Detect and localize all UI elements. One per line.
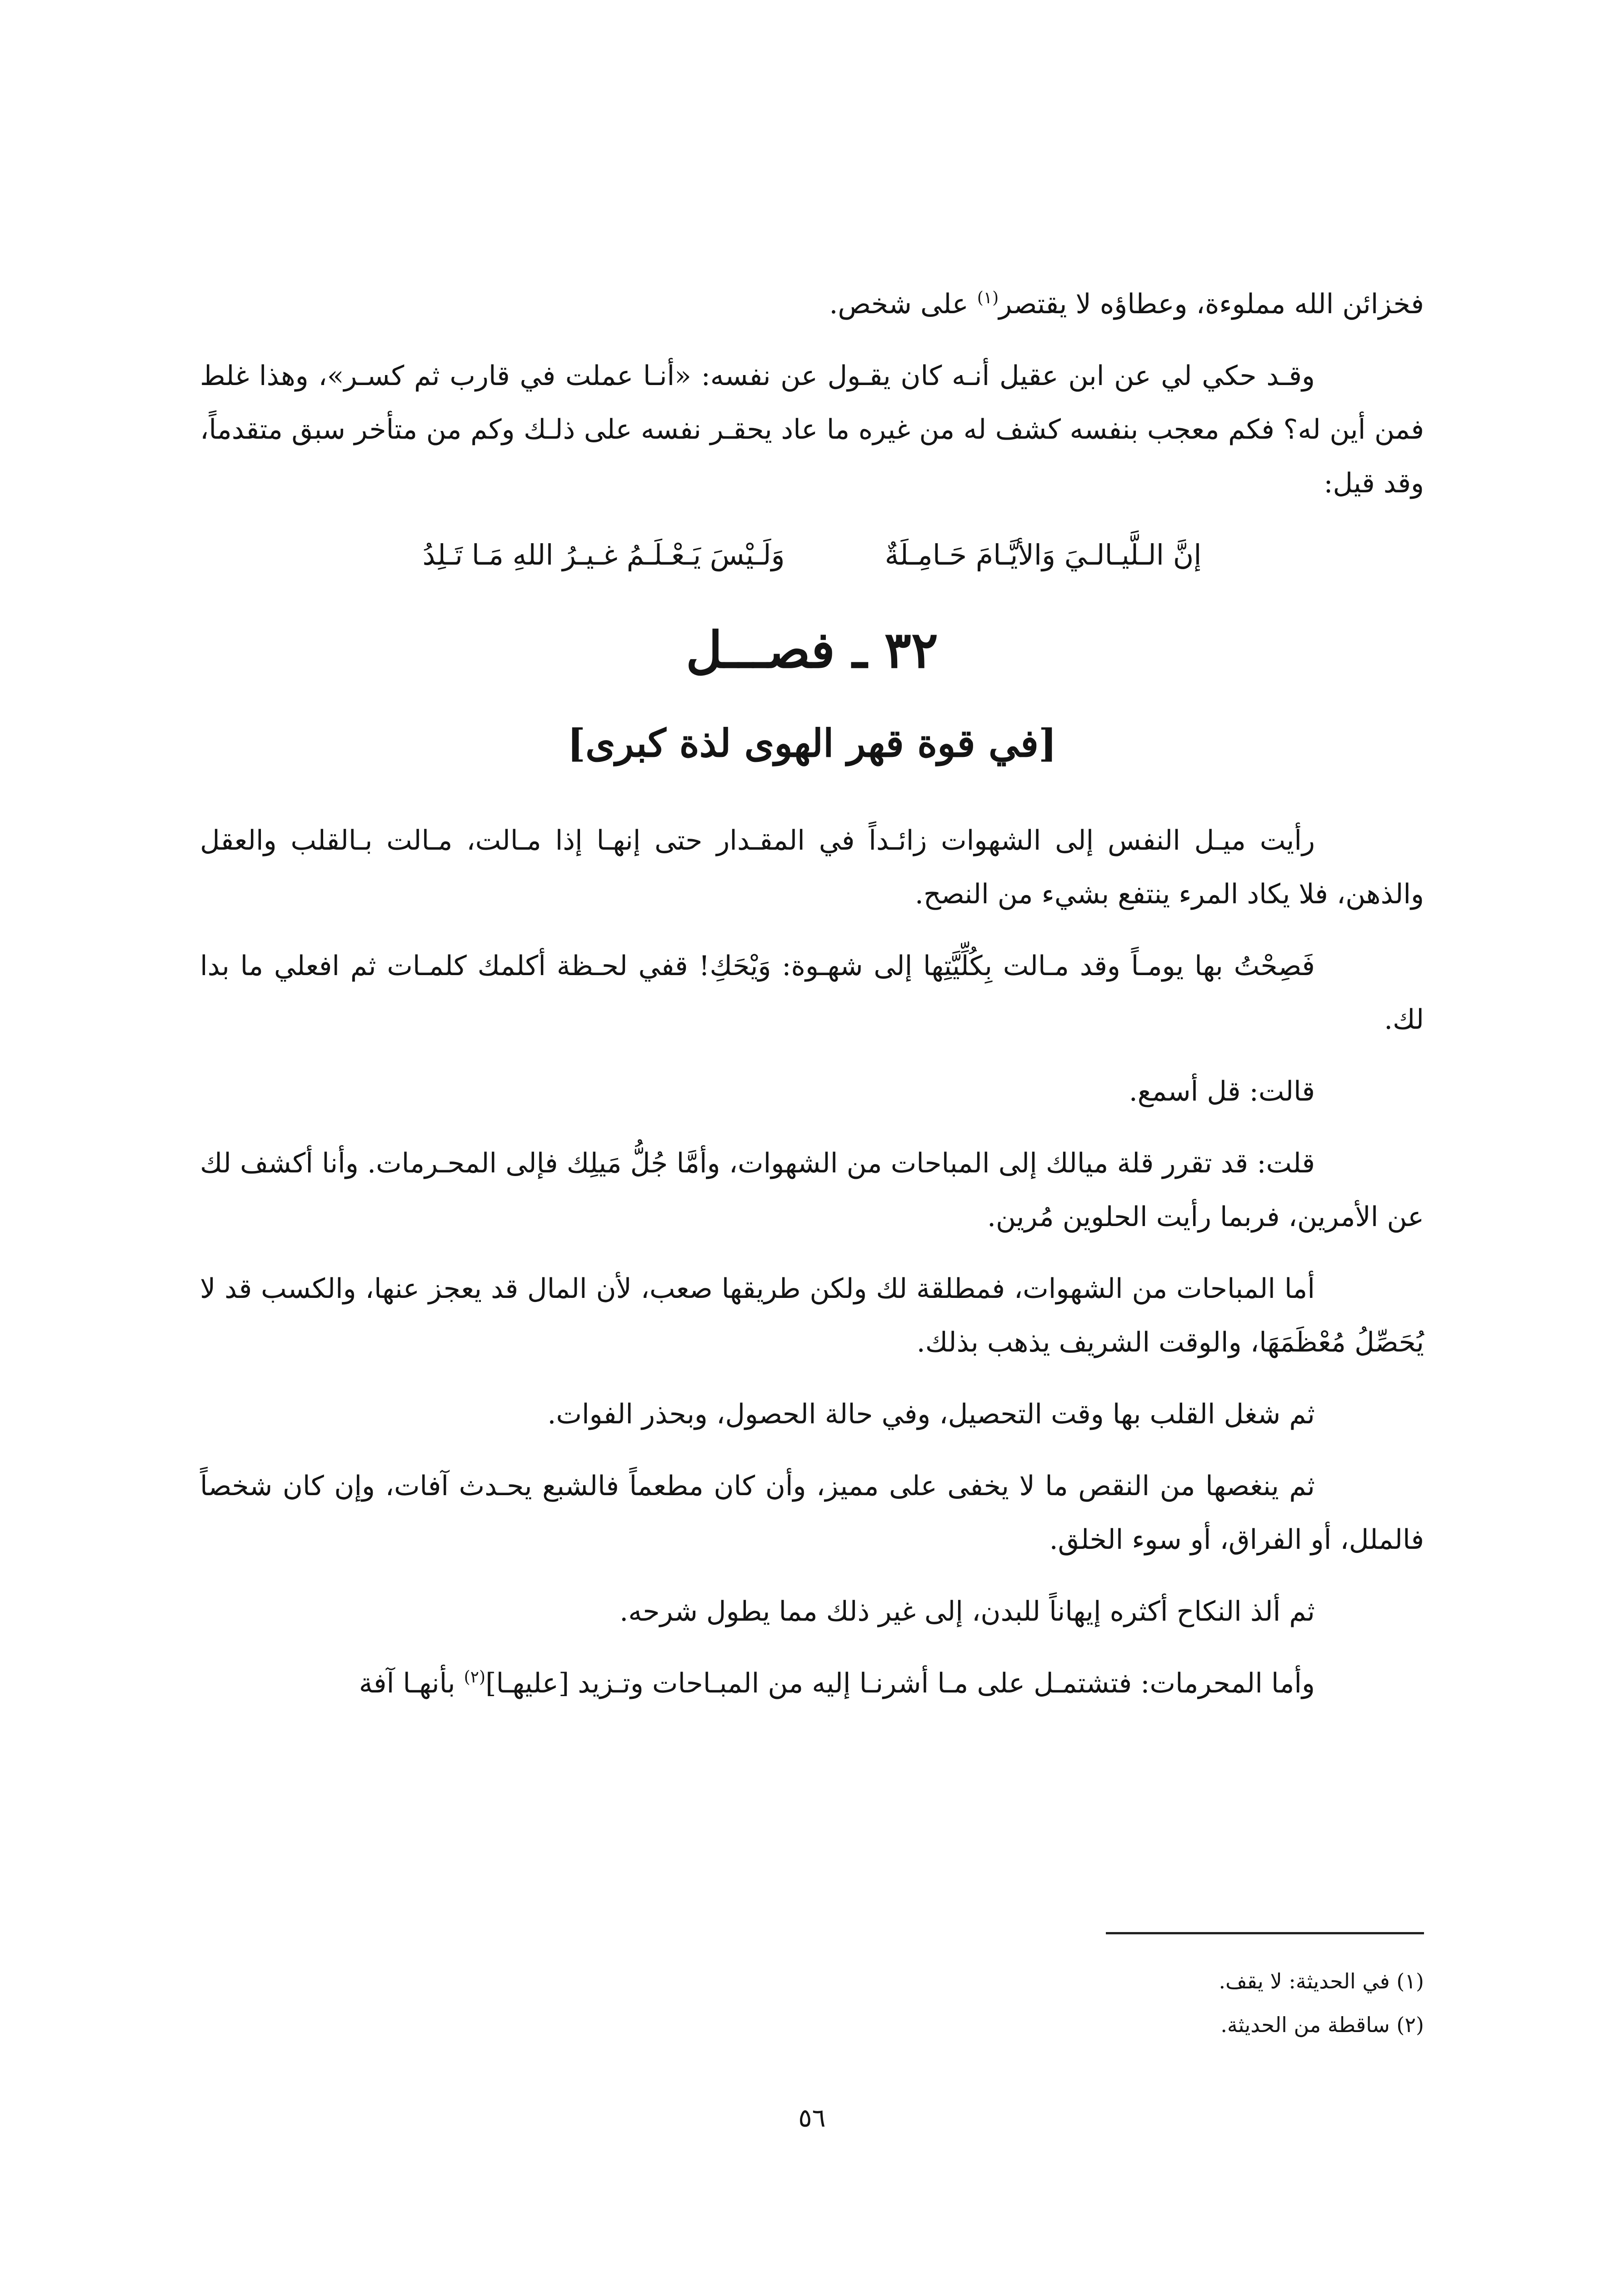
intro-paragraph-1-text: فخزائن الله مملوءة، وعطاؤه لا يقتصر [999, 288, 1424, 320]
section-heading: ٣٢ ـ فصـــل [686, 621, 938, 679]
intro-paragraph-1 [200, 277, 1424, 331]
body-paragraph-4: قلت: قد تقرر قلة ميالك إلى المباحات من الشهوات، وأمَّا جُلُّ مَيلِك فإلى المحـرمات. وأنا أكشف لك عن الأمرين، فربما رأيت الحلوين مُرين. [200, 1147, 1424, 1233]
footnote-1: (١) في الحديثة: لا يقف. [1219, 1969, 1424, 1993]
text-column [200, 277, 1424, 1728]
body-paragraph-9 [200, 1657, 1424, 1710]
footnotes [697, 1959, 1424, 2047]
body-paragraph-8: ثم ألذ النكاح أكثره إيهاناً للبدن، إلى غير ذلك مما يطول شرحه. [620, 1596, 1315, 1627]
body-paragraph-6: ثم شغل القلب بها وقت التحصيل، وفي حالة الحصول، وبحذر الفوات. [547, 1398, 1315, 1430]
verse-second-hemistich: وَلَـيْسَ يَـعْـلَـمُ غـيـرُ اللهِ مَـا تَـلِدُ [422, 538, 785, 571]
body-paragraph-3: قالت: قل أسمع. [1129, 1076, 1315, 1107]
body-paragraph-2: فَصِحْتُ بها يومـاً وقد مـالت بِكُلِّيَّتِها إلى شهـوة: وَيْحَكِ! قفي لحـظة أكلمك كلمـات ثم افعلي ما بدا لك. [200, 950, 1424, 1036]
page-number: ٥٦ [798, 2103, 826, 2133]
intro-paragraph-1-tail: على شخص. [829, 288, 977, 320]
body-paragraph-7: ثم ينغصها من النقص ما لا يخفى على مميز، وأن كان مطعماً فالشبع يحـدث آفات، وإن كان شخصاً فالملل، أو الفراق، أو سوء الخلق. [200, 1470, 1424, 1556]
verse-first-hemistich: إنَّ الـلَّيـالـيَ وَالأيَّـامَ حَـامِـلَةٌ [884, 538, 1202, 571]
body-paragraph-1: رأيت ميـل النفس إلى الشهوات زائـداً في المقـدار حتى إنهـا إذا مـالت، مـالت بـالقلب والعقل والذهن، فلا يكاد المرء ينتفع بشيء من النصح. [200, 825, 1424, 910]
body-paragraph-5: أما المباحات من الشهوات، فمطلقة لك ولكن طريقها صعب، لأن المال قد يعجز عنها، والكسب قد لا يُحَصِّلُ مُعْظَمَهَا، والوقت الشريف يذهب بذلك. [200, 1273, 1424, 1358]
section-subheading: [في قوة قهر الهوى لذة كبرى] [567, 721, 1057, 766]
intro-paragraph-2: وقـد حكي لي عن ابن عقيل أنـه كان يقـول عن نفسه: «أنـا عملت في قارب ثم كسـر»، وهذا غلط فمن أين له؟ فكم معجب بنفسه كشف له من غيره ما عاد يحقـر نفسه على ذلـك وكم من متأخر سبق متقدماً، وقد قيل: [200, 360, 1424, 499]
poetry-verse [200, 528, 1424, 582]
body-paragraph-9-tail: بأنهـا آفة [359, 1667, 464, 1699]
body-paragraph-9-text: وأما المحرمات: فتشتمـل على مـا أشرنـا إليه من المبـاحات وتـزيد [عليهـا] [485, 1667, 1315, 1699]
footnote-2: (٢) ساقطة من الحديثة. [1220, 2013, 1424, 2037]
footnote-ref-1: (١) [977, 289, 999, 307]
footnote-ref-2: (٢) [464, 1668, 486, 1687]
footnote-divider [1106, 1932, 1424, 1934]
